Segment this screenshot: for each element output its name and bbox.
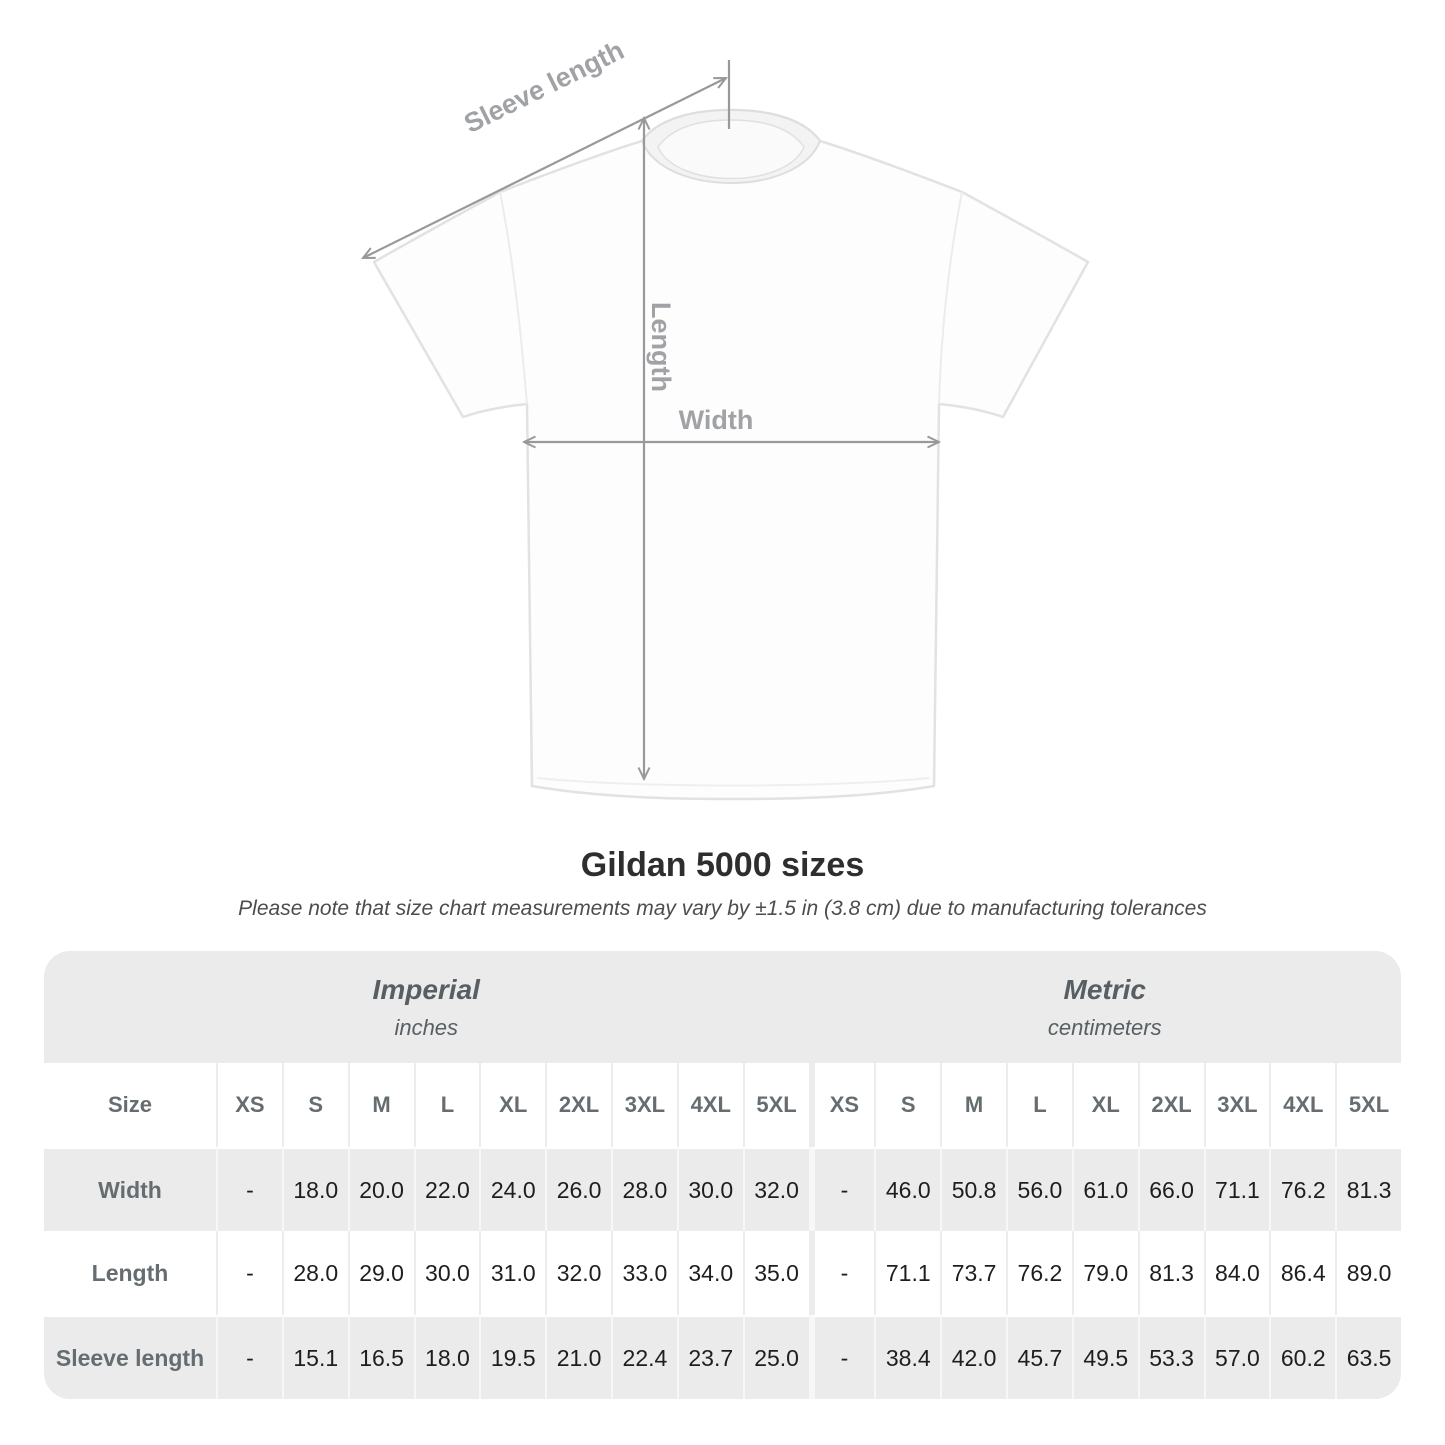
- length-imperial-xl: 31.0: [479, 1231, 545, 1315]
- sleeve-imperial-xl: 19.5: [479, 1315, 545, 1399]
- size-header-imperial-5xl: 5XL: [743, 1063, 809, 1147]
- length-metric-2xl: 81.3: [1138, 1231, 1204, 1315]
- length-metric-l: 76.2: [1006, 1231, 1072, 1315]
- sleeve-length-label: Sleeve length: [459, 34, 629, 139]
- length-imperial-4xl: 34.0: [677, 1231, 743, 1315]
- heading: [0, 846, 1445, 921]
- size-header-metric-s: S: [874, 1063, 940, 1147]
- width-imperial-l: 22.0: [414, 1147, 480, 1231]
- width-imperial-s: 18.0: [282, 1147, 348, 1231]
- metric-group-unit: centimeters: [1047, 1014, 1162, 1040]
- length-metric-m: 73.7: [940, 1231, 1006, 1315]
- sleeve-imperial-2xl: 21.0: [545, 1315, 611, 1399]
- size-header-imperial-4xl: 4XL: [677, 1063, 743, 1147]
- imperial-group-label: Imperial: [372, 973, 480, 1005]
- size-header-imperial-xs: XS: [216, 1063, 282, 1147]
- length-label: Length: [646, 302, 676, 392]
- row-label-length: Length: [44, 1231, 216, 1315]
- imperial-group-unit: inches: [394, 1014, 459, 1040]
- sleeve-imperial-l: 18.0: [414, 1315, 480, 1399]
- size-header-metric-3xl: 3XL: [1204, 1063, 1270, 1147]
- length-imperial-s: 28.0: [282, 1231, 348, 1315]
- width-metric-xs: -: [809, 1147, 875, 1231]
- sleeve-imperial-3xl: 22.4: [611, 1315, 677, 1399]
- tshirt-illustration: [374, 110, 1088, 799]
- width-metric-4xl: 76.2: [1269, 1147, 1335, 1231]
- size-header-imperial-m: M: [348, 1063, 414, 1147]
- width-imperial-4xl: 30.0: [677, 1147, 743, 1231]
- sleeve-metric-s: 38.4: [874, 1315, 940, 1399]
- size-header-metric-xs: XS: [809, 1063, 875, 1147]
- length-metric-xl: 79.0: [1072, 1231, 1138, 1315]
- width-imperial-xs: -: [216, 1147, 282, 1231]
- length-metric-5xl: 89.0: [1335, 1231, 1401, 1315]
- length-imperial-5xl: 35.0: [743, 1231, 809, 1315]
- length-imperial-3xl: 33.0: [611, 1231, 677, 1315]
- width-imperial-3xl: 28.0: [611, 1147, 677, 1231]
- page-title: Gildan 5000 sizes: [580, 846, 865, 884]
- sleeve-metric-xl: 49.5: [1072, 1315, 1138, 1399]
- length-metric-3xl: 84.0: [1204, 1231, 1270, 1315]
- sleeve-metric-5xl: 63.5: [1335, 1315, 1401, 1399]
- length-metric-s: 71.1: [874, 1231, 940, 1315]
- length-imperial-l: 30.0: [414, 1231, 480, 1315]
- sleeve-metric-l: 45.7: [1006, 1315, 1072, 1399]
- sleeve-imperial-5xl: 25.0: [743, 1315, 809, 1399]
- row-label-width: Width: [44, 1147, 216, 1231]
- width-metric-2xl: 66.0: [1138, 1147, 1204, 1231]
- width-metric-m: 50.8: [940, 1147, 1006, 1231]
- size-column-header: Size: [44, 1063, 216, 1147]
- sleeve-metric-2xl: 53.3: [1138, 1315, 1204, 1399]
- sleeve-imperial-4xl: 23.7: [677, 1315, 743, 1399]
- length-imperial-xs: -: [216, 1231, 282, 1315]
- sleeve-metric-m: 42.0: [940, 1315, 1006, 1399]
- sleeve-metric-xs: -: [809, 1315, 875, 1399]
- width-metric-s: 46.0: [874, 1147, 940, 1231]
- size-header-imperial-l: L: [414, 1063, 480, 1147]
- width-metric-l: 56.0: [1006, 1147, 1072, 1231]
- size-header-imperial-2xl: 2XL: [545, 1063, 611, 1147]
- row-label-sleeve-length: Sleeve length: [44, 1315, 216, 1399]
- metric-group-label: Metric: [1063, 973, 1146, 1005]
- size-header-metric-l: L: [1006, 1063, 1072, 1147]
- width-metric-xl: 61.0: [1072, 1147, 1138, 1231]
- metric-group-header: [809, 951, 1402, 1063]
- size-header-metric-m: M: [940, 1063, 1006, 1147]
- size-header-metric-4xl: 4XL: [1269, 1063, 1335, 1147]
- width-imperial-2xl: 26.0: [545, 1147, 611, 1231]
- width-metric-5xl: 81.3: [1335, 1147, 1401, 1231]
- tshirt-body: [374, 110, 1088, 799]
- size-header-imperial-3xl: 3XL: [611, 1063, 677, 1147]
- tolerance-note: Please note that size chart measurements may vary by ±1.5 in (3.8 cm) due to manufacturing tolerances: [238, 897, 1207, 920]
- size-chart-table: [44, 951, 1401, 1399]
- length-imperial-m: 29.0: [348, 1231, 414, 1315]
- width-label: Width: [678, 405, 754, 435]
- size-header-metric-5xl: 5XL: [1335, 1063, 1401, 1147]
- sleeve-imperial-m: 16.5: [348, 1315, 414, 1399]
- length-metric-4xl: 86.4: [1269, 1231, 1335, 1315]
- size-header-imperial-xl: XL: [479, 1063, 545, 1147]
- sleeve-metric-3xl: 57.0: [1204, 1315, 1270, 1399]
- sleeve-imperial-xs: -: [216, 1315, 282, 1399]
- width-imperial-xl: 24.0: [479, 1147, 545, 1231]
- length-metric-xs: -: [809, 1231, 875, 1315]
- width-imperial-5xl: 32.0: [743, 1147, 809, 1231]
- sleeve-imperial-s: 15.1: [282, 1315, 348, 1399]
- width-metric-3xl: 71.1: [1204, 1147, 1270, 1231]
- width-imperial-m: 20.0: [348, 1147, 414, 1231]
- length-imperial-2xl: 32.0: [545, 1231, 611, 1315]
- imperial-group-header: [44, 951, 809, 1063]
- size-header-metric-2xl: 2XL: [1138, 1063, 1204, 1147]
- sleeve-metric-4xl: 60.2: [1269, 1315, 1335, 1399]
- size-header-imperial-s: S: [282, 1063, 348, 1147]
- size-header-metric-xl: XL: [1072, 1063, 1138, 1147]
